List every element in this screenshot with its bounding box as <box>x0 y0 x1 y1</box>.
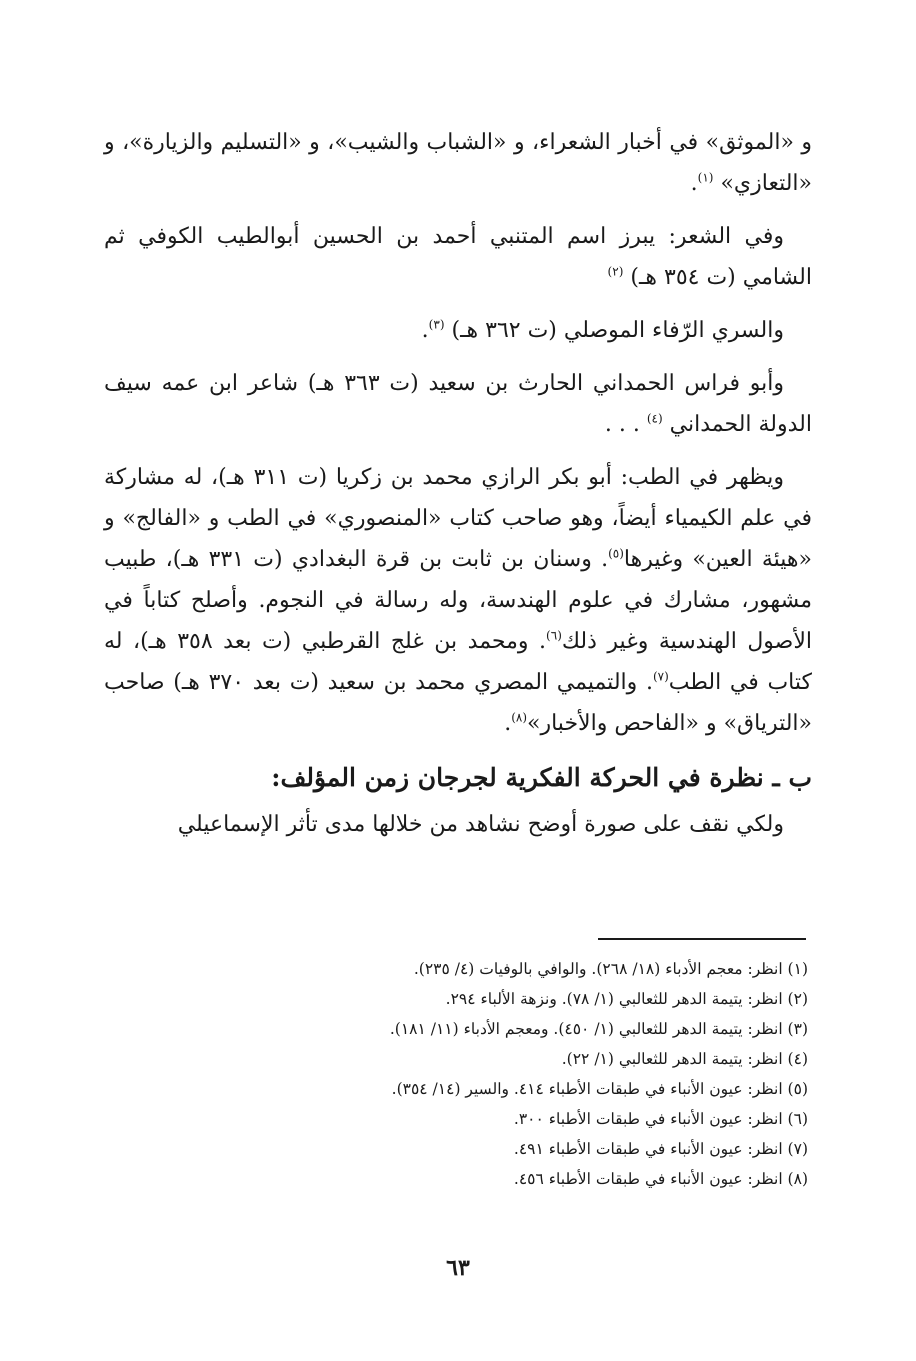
footnote-ref: (٦) <box>546 628 562 643</box>
paragraph-tail: . <box>504 711 512 736</box>
footnote-ref: (٧) <box>652 669 669 684</box>
paragraph-text: وفي الشعر: يبرز اسم المتنبي أحمد بن الحسين أبوالطيب الكوفي ثم الشامي (ت ٣٥٤ هـ) <box>104 224 812 290</box>
paragraph-text: . ومحمد بن غلج القرطبي (ت بعد ٣٥٨ هـ)، له كتاب في الطب <box>104 629 812 695</box>
main-text <box>104 122 812 857</box>
page-number: ٦٣ <box>446 1255 470 1281</box>
footnote-ref: (١) <box>697 170 714 185</box>
section-heading: ب ـ نظرة في الحركة الفكرية لجرجان زمن المؤلف: <box>271 763 812 792</box>
paragraph-text: . وسنان بن ثابت بن قرة البغدادي (ت ٣٣١ هـ)، طبيب مشهور، مشارك في علوم الهندسة، وله رسالة في النجوم. وأصلح كتاباً في الأصول الهندسية وغير ذلك <box>104 547 813 654</box>
footnote: (٨) انظر: عيون الأنباء في طبقات الأطباء ٤٥٦. <box>513 1170 808 1188</box>
footnote-ref: (٨) <box>511 710 528 725</box>
footnote: (٢) انظر: يتيمة الدهر للثعالبي (١/ ٧٨). ونزهة الألباء ٢٩٤. <box>445 990 808 1008</box>
paragraph-6 <box>104 804 812 845</box>
paragraph-text: والسري الرّفاء الموصلي (ت ٣٦٢ هـ) <box>444 318 784 343</box>
paragraph-text: وأبو فراس الحمداني الحارث بن سعيد (ت ٣٦٣ هـ) شاعر ابن عمه سيف الدولة الحمداني <box>104 371 812 437</box>
paragraph-text: و «الموثق» في أخبار الشعراء، و «الشباب والشيب»، و «التسليم والزيارة»، و «التعازي» <box>104 130 812 196</box>
footnote-divider <box>598 938 806 940</box>
footnote-ref: (٢) <box>607 264 624 279</box>
paragraph-tail: . <box>690 171 698 196</box>
footnote: (٣) انظر: يتيمة الدهر للثعالبي (١/ ٤٥٠). ومعجم الأدباء (١١/ ١٨١). <box>389 1020 808 1038</box>
paragraph-1 <box>104 122 812 204</box>
paragraph-tail: . <box>421 318 429 343</box>
footnote: (١) انظر: معجم الأدباء (١٨/ ٢٦٨). والوافي بالوفيات (٤/ ٢٣٥). <box>413 960 808 978</box>
paragraph-5 <box>104 457 812 744</box>
footnote-ref: (٣) <box>428 317 445 332</box>
footnote-ref: (٥) <box>608 546 624 561</box>
footnote: (٦) انظر: عيون الأنباء في طبقات الأطباء ٣٠٠. <box>513 1110 808 1128</box>
footnote: (٧) انظر: عيون الأنباء في طبقات الأطباء ٤٩١. <box>513 1140 808 1158</box>
paragraph-text: ويظهر في الطب: أبو بكر الرازي محمد بن زكريا (ت ٣١١ هـ)، له مشاركة في علم الكيمياء أيضاً، وهو صاحب كتاب «المنصوري» في الطب و «الفالج» و «هيئة العين» وغيرها <box>104 465 812 572</box>
paragraph-2 <box>104 216 812 298</box>
footnote-ref: (٤) <box>646 411 663 426</box>
footnote: (٥) انظر: عيون الأنباء في طبقات الأطباء ٤١٤. والسير (١٤/ ٣٥٤). <box>391 1080 808 1098</box>
paragraph-text: . والتميمي المصري محمد بن سعيد (ت بعد ٣٧٠ هـ) صاحب «الترياق» و «الفاحص والأخبار» <box>104 670 812 736</box>
paragraph-4 <box>104 363 812 445</box>
paragraph-tail: . . . <box>604 412 647 437</box>
paragraph-text: ولكي نقف على صورة أوضح نشاهد من خلالها مدى تأثر الإسماعيلي <box>177 812 784 837</box>
footnotes <box>104 954 808 1194</box>
paragraph-3 <box>104 310 812 351</box>
footnote: (٤) انظر: يتيمة الدهر للثعالبي (١/ ٢٢). <box>561 1050 808 1068</box>
